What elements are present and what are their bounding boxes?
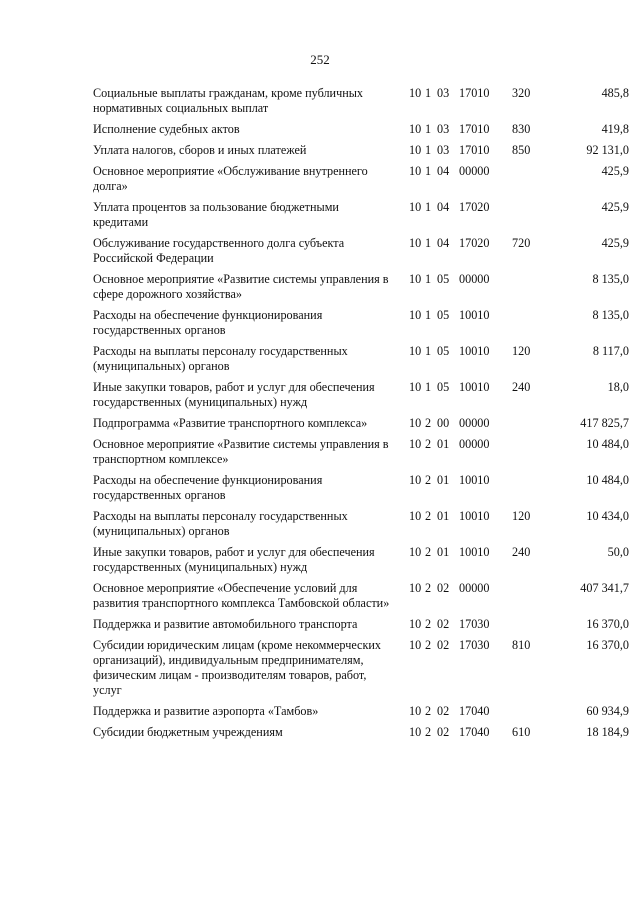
target-article-code — [401, 437, 504, 473]
target-article-code — [401, 416, 504, 437]
program-code: 10 — [409, 380, 422, 394]
table-row — [93, 416, 629, 437]
amount: 92 131,0 — [586, 143, 629, 157]
expense-type-code: 240 — [512, 380, 531, 394]
target-article-code — [401, 473, 504, 509]
program-code: 10 — [409, 638, 422, 652]
program-code: 10 — [409, 545, 422, 559]
program-code: 10 — [409, 416, 422, 430]
program-code: 10 — [409, 704, 422, 718]
expense-name: Расходы на выплаты персоналу государственных (муниципальных) органов — [93, 344, 348, 373]
expense-type-code: 810 — [512, 638, 531, 652]
measure-code: 02 — [437, 638, 450, 652]
expense-name: Расходы на обеспечение функционирования государственных органов — [93, 308, 323, 337]
measure-code: 05 — [437, 308, 450, 322]
direction-code: 10010 — [459, 380, 490, 394]
amount: 8 117,0 — [592, 344, 629, 358]
direction-code: 17020 — [459, 200, 490, 214]
direction-code: 10010 — [459, 473, 490, 487]
program-code: 10 — [409, 437, 422, 451]
expense-type-code — [504, 164, 554, 200]
direction-code: 00000 — [459, 164, 490, 178]
subprogram-code: 1 — [425, 344, 432, 358]
target-article-code — [401, 704, 504, 725]
direction-code: 17030 — [459, 638, 490, 652]
table-row — [93, 509, 629, 545]
expense-type-code — [504, 200, 554, 236]
expense-name: Поддержка и развитие автомобильного транспорта — [93, 617, 358, 631]
measure-code: 05 — [437, 272, 450, 286]
expense-type-code — [504, 272, 554, 308]
measure-code: 01 — [437, 437, 450, 451]
direction-code: 17030 — [459, 617, 490, 631]
table-row — [93, 581, 629, 617]
target-article-code — [401, 308, 504, 344]
amount: 10 434,0 — [586, 509, 629, 523]
amount: 425,9 — [601, 236, 629, 250]
measure-code: 02 — [437, 725, 450, 739]
subprogram-code: 2 — [425, 437, 432, 451]
budget-table — [93, 86, 629, 746]
expense-type-code: 850 — [512, 143, 531, 157]
amount: 18,0 — [607, 380, 629, 394]
subprogram-code: 1 — [425, 86, 432, 100]
subprogram-code: 2 — [425, 638, 432, 652]
amount: 407 341,7 — [580, 581, 629, 595]
direction-code: 17010 — [459, 86, 490, 100]
target-article-code — [401, 581, 504, 617]
table-row — [93, 236, 629, 272]
measure-code: 03 — [437, 143, 450, 157]
program-code: 10 — [409, 509, 422, 523]
table-row — [93, 86, 629, 122]
measure-code: 03 — [437, 122, 450, 136]
subprogram-code: 2 — [425, 704, 432, 718]
amount: 60 934,9 — [586, 704, 629, 718]
amount: 8 135,0 — [592, 272, 629, 286]
amount: 16 370,0 — [586, 638, 629, 652]
table-row — [93, 122, 629, 143]
table-row — [93, 380, 629, 416]
program-code: 10 — [409, 143, 422, 157]
target-article-code — [401, 272, 504, 308]
expense-type-code — [504, 437, 554, 473]
direction-code: 10010 — [459, 509, 490, 523]
subprogram-code: 2 — [425, 581, 432, 595]
target-article-code — [401, 725, 504, 746]
program-code: 10 — [409, 236, 422, 250]
expense-name: Уплата процентов за пользование бюджетными кредитами — [93, 200, 339, 229]
target-article-code — [401, 122, 504, 143]
target-article-code — [401, 380, 504, 416]
amount: 10 484,0 — [586, 437, 629, 451]
program-code: 10 — [409, 581, 422, 595]
table-row — [93, 143, 629, 164]
target-article-code — [401, 545, 504, 581]
subprogram-code: 1 — [425, 380, 432, 394]
target-article-code — [401, 164, 504, 200]
direction-code: 00000 — [459, 272, 490, 286]
measure-code: 04 — [437, 200, 450, 214]
amount: 8 135,0 — [592, 308, 629, 322]
expense-type-code: 320 — [512, 86, 531, 100]
measure-code: 01 — [437, 473, 450, 487]
subprogram-code: 1 — [425, 236, 432, 250]
expense-type-code — [504, 308, 554, 344]
program-code: 10 — [409, 86, 422, 100]
table-row — [93, 344, 629, 380]
direction-code: 10010 — [459, 545, 490, 559]
subprogram-code: 1 — [425, 200, 432, 214]
direction-code: 17040 — [459, 704, 490, 718]
subprogram-code: 1 — [425, 164, 432, 178]
amount: 417 825,7 — [580, 416, 629, 430]
amount: 419,8 — [601, 122, 629, 136]
expense-type-code: 120 — [512, 509, 531, 523]
expense-name: Социальные выплаты гражданам, кроме публичных нормативных социальных выплат — [93, 86, 363, 115]
target-article-code — [401, 638, 504, 704]
table-row — [93, 164, 629, 200]
program-code: 10 — [409, 164, 422, 178]
program-code: 10 — [409, 308, 422, 322]
program-code: 10 — [409, 344, 422, 358]
direction-code: 17010 — [459, 143, 490, 157]
measure-code: 05 — [437, 344, 450, 358]
expense-type-code: 720 — [512, 236, 531, 250]
direction-code: 00000 — [459, 581, 490, 595]
amount: 16 370,0 — [586, 617, 629, 631]
expense-name: Основное мероприятие «Развитие системы управления в транспортном комплексе» — [93, 437, 389, 466]
target-article-code — [401, 509, 504, 545]
table-row — [93, 725, 629, 746]
expense-name: Расходы на выплаты персоналу государственных (муниципальных) органов — [93, 509, 348, 538]
direction-code: 17040 — [459, 725, 490, 739]
direction-code: 17020 — [459, 236, 490, 250]
table-row — [93, 638, 629, 704]
direction-code: 00000 — [459, 416, 490, 430]
amount: 18 184,9 — [586, 725, 629, 739]
measure-code: 01 — [437, 545, 450, 559]
page-number: 252 — [310, 52, 330, 67]
subprogram-code: 2 — [425, 545, 432, 559]
table-row — [93, 617, 629, 638]
expense-name: Иные закупки товаров, работ и услуг для обеспечения государственных (муниципальных) нужд — [93, 380, 375, 409]
expense-name: Иные закупки товаров, работ и услуг для обеспечения государственных (муниципальных) нужд — [93, 545, 375, 574]
program-code: 10 — [409, 617, 422, 631]
expense-name: Основное мероприятие «Обеспечение условий для развития транспортного комплекса Тамбовской области» — [93, 581, 390, 610]
subprogram-code: 1 — [425, 122, 432, 136]
measure-code: 04 — [437, 164, 450, 178]
table-row — [93, 704, 629, 725]
target-article-code — [401, 344, 504, 380]
program-code: 10 — [409, 473, 422, 487]
measure-code: 02 — [437, 704, 450, 718]
measure-code: 00 — [437, 416, 450, 430]
table-row — [93, 272, 629, 308]
expense-name: Подпрограмма «Развитие транспортного комплекса» — [93, 416, 368, 430]
table-row — [93, 545, 629, 581]
program-code: 10 — [409, 200, 422, 214]
expense-type-code: 240 — [512, 545, 531, 559]
expense-type-code: 120 — [512, 344, 531, 358]
subprogram-code: 2 — [425, 617, 432, 631]
expense-name: Поддержка и развитие аэропорта «Тамбов» — [93, 704, 319, 718]
subprogram-code: 2 — [425, 509, 432, 523]
budget-table-body — [93, 86, 629, 746]
amount: 425,9 — [601, 200, 629, 214]
target-article-code — [401, 143, 504, 164]
measure-code: 04 — [437, 236, 450, 250]
expense-name: Обслуживание государственного долга субъекта Российской Федерации — [93, 236, 345, 265]
expense-name: Субсидии юридическим лицам (кроме некоммерческих организаций), индивидуальным предпринимателям, физическим лицам - производителям товаров, работ, услуг — [93, 638, 381, 697]
direction-code: 10010 — [459, 308, 490, 322]
table-row — [93, 473, 629, 509]
expense-name: Основное мероприятие «Обслуживание внутреннего долга» — [93, 164, 368, 193]
expense-type-code — [504, 704, 554, 725]
expense-type-code — [504, 581, 554, 617]
subprogram-code: 1 — [425, 272, 432, 286]
direction-code: 17010 — [459, 122, 490, 136]
direction-code: 10010 — [459, 344, 490, 358]
subprogram-code: 2 — [425, 473, 432, 487]
expense-type-code: 610 — [512, 725, 531, 739]
table-row — [93, 200, 629, 236]
measure-code: 02 — [437, 617, 450, 631]
target-article-code — [401, 200, 504, 236]
measure-code: 03 — [437, 86, 450, 100]
expense-name: Субсидии бюджетным учреждениям — [93, 725, 283, 739]
subprogram-code: 2 — [425, 725, 432, 739]
expense-type-code — [504, 617, 554, 638]
subprogram-code: 1 — [425, 308, 432, 322]
expense-name: Исполнение судебных актов — [93, 122, 240, 136]
expense-name: Расходы на обеспечение функционирования государственных органов — [93, 473, 323, 502]
expense-type-code: 830 — [512, 122, 531, 136]
amount: 485,8 — [601, 86, 629, 100]
subprogram-code: 1 — [425, 143, 432, 157]
target-article-code — [401, 617, 504, 638]
amount: 10 484,0 — [586, 473, 629, 487]
program-code: 10 — [409, 725, 422, 739]
target-article-code — [401, 236, 504, 272]
expense-type-code — [504, 416, 554, 437]
measure-code: 01 — [437, 509, 450, 523]
table-row — [93, 308, 629, 344]
measure-code: 02 — [437, 581, 450, 595]
expense-name: Уплата налогов, сборов и иных платежей — [93, 143, 307, 157]
expense-type-code — [504, 473, 554, 509]
subprogram-code: 2 — [425, 416, 432, 430]
target-article-code — [401, 86, 504, 122]
table-row — [93, 437, 629, 473]
program-code: 10 — [409, 122, 422, 136]
amount: 50,0 — [607, 545, 629, 559]
amount: 425,9 — [601, 164, 629, 178]
direction-code: 00000 — [459, 437, 490, 451]
program-code: 10 — [409, 272, 422, 286]
expense-name: Основное мероприятие «Развитие системы управления в сфере дорожного хозяйства» — [93, 272, 389, 301]
measure-code: 05 — [437, 380, 450, 394]
